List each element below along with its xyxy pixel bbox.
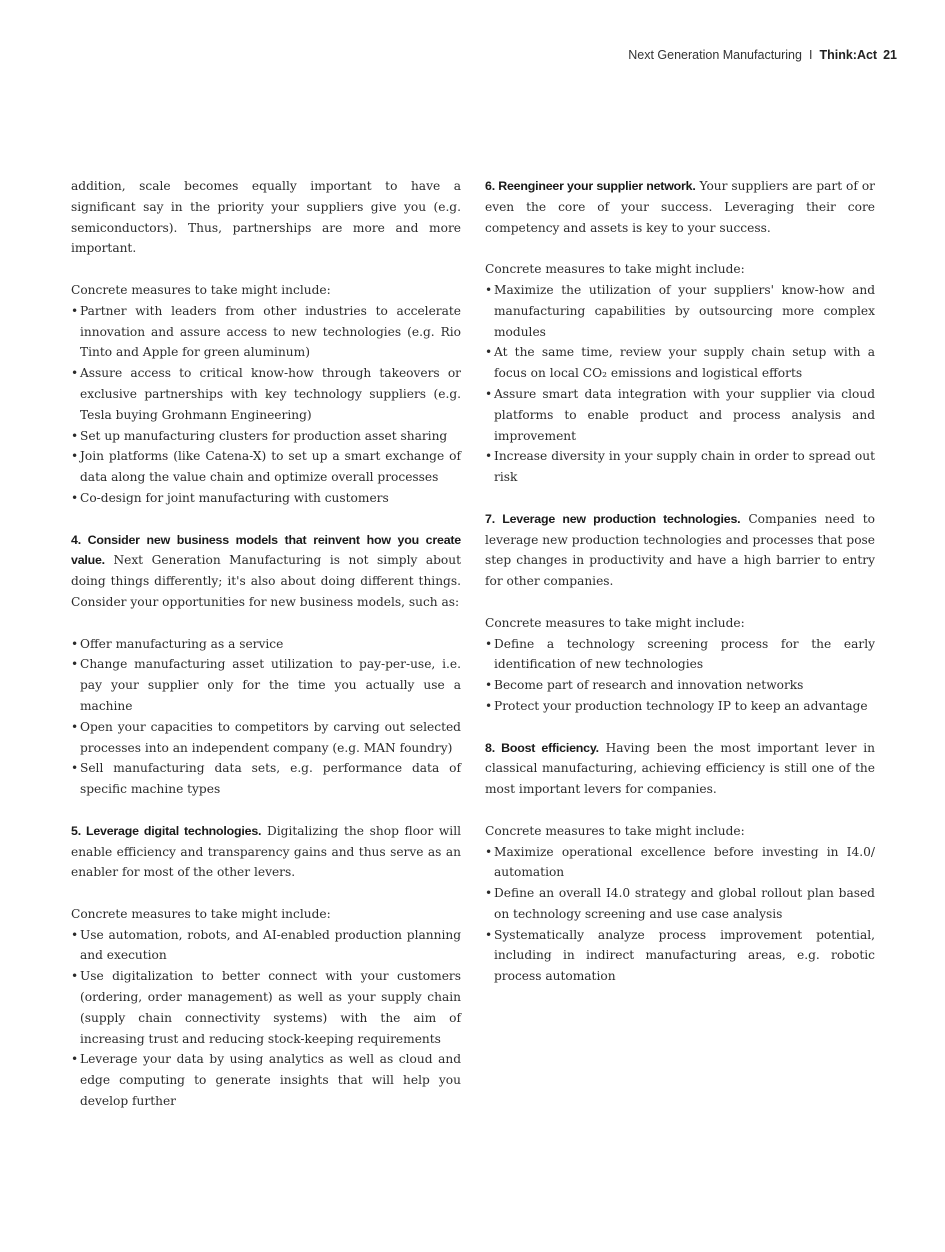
brand-name: Think:Act: [819, 48, 878, 62]
section-5: [71, 821, 461, 1112]
intro-paragraph: addition, scale becomes equally important to have a significant say in the priority your suppliers give you (e.g. semiconductors). Thus, partnerships are more and more important.: [71, 179, 461, 256]
section-7: [485, 509, 875, 717]
measures-list: [71, 925, 461, 1112]
business-models-list: [71, 634, 461, 800]
intro-section: [71, 176, 461, 259]
list-item: • Maximize operational excellence before investing in I4.0/ automation: [485, 842, 875, 884]
measures-label: Concrete measures to take might include:: [71, 282, 331, 297]
section-6-body: Your suppliers are part of or even the core of your success. Leveraging their core competency and assets is key to your success.: [485, 179, 875, 235]
list-item: • Increase diversity in your supply chain in order to spread out risk: [485, 446, 875, 488]
list-item: • Define a technology screening process for the early identification of new technologies: [485, 634, 875, 676]
header-separator: I: [808, 48, 813, 62]
section-4-body: Next Generation Manufacturing is not simply about doing things differently; it's also about doing different things. Consider your opportunities for new business models, such as:: [71, 553, 462, 609]
list-item: • Sell manufacturing data sets, e.g. performance data of specific machine types: [71, 758, 461, 800]
list-item: • Use automation, robots, and AI-enabled production planning and execution: [71, 925, 461, 967]
list-item: • Systematically analyze process improvement potential, including in indirect manufacturing areas, e.g. robotic process automation: [485, 925, 875, 987]
section-5-heading: 5. Leverage digital technologies.: [71, 823, 262, 838]
list-item: • Change manufacturing asset utilization to pay-per-use, i.e. pay your supplier only for the time you actually use a machine: [71, 654, 461, 716]
measures-list: [485, 634, 875, 717]
list-item: • Set up manufacturing clusters for production asset sharing: [71, 426, 461, 447]
list-item: • Partner with leaders from other industries to accelerate innovation and assure access to new technologies (e.g. Rio Tinto and Apple for green aluminum): [71, 301, 461, 363]
section-7-body: Companies need to leverage new production technologies and processes that pose step changes in productivity and have a high barrier to entry for other companies.: [485, 511, 876, 589]
section-4: [71, 530, 461, 800]
section-7-heading: 7. Leverage new production technologies.: [485, 511, 741, 526]
section-4-heading: 4. Consider new business models that reinvent how you create value.: [71, 532, 461, 568]
section-5-body: Digitalizing the shop floor will enable efficiency and transparency gains and thus serve as an enabler for most of the other levers.: [71, 823, 462, 880]
page-header: [628, 48, 897, 62]
measures-label: Concrete measures to take might include:: [485, 615, 745, 630]
left-column: [71, 176, 461, 1133]
list-item: • Maximize the utilization of your suppliers' know-how and manufacturing capabilities by outsourcing more complex modules: [485, 280, 875, 342]
page-number: 21: [883, 48, 897, 62]
list-item: • Protect your production technology IP to keep an advantage: [485, 696, 875, 717]
section-7-paragraph: [485, 509, 875, 592]
section-6: [485, 176, 875, 488]
list-item: • Co-design for joint manufacturing with customers: [71, 488, 461, 509]
measures-list: [485, 842, 875, 988]
list-item: • Join platforms (like Catena-X) to set up a smart exchange of data along the value chain and optimize overall processes: [71, 446, 461, 488]
list-item: • Open your capacities to competitors by carving out selected processes into an independent company (e.g. MAN foundry): [71, 717, 461, 759]
measures-list: [485, 280, 875, 488]
measures-label: Concrete measures to take might include:: [485, 262, 745, 277]
section-6-paragraph: [485, 176, 875, 238]
list-item: • Define an overall I4.0 strategy and global rollout plan based on technology screening and use case analysis: [485, 883, 875, 925]
section-8-paragraph: [485, 738, 875, 800]
list-item: • Use digitalization to better connect with your customers (ordering, order management) as well as your supply chain (supply chain connectivity systems) with the aim of increasing trust and reducing stock-keeping requirements: [71, 966, 461, 1049]
section-8: [485, 738, 875, 988]
list-item: • Offer manufacturing as a service: [71, 634, 461, 655]
partnership-measures: [71, 280, 461, 509]
measures-label: Concrete measures to take might include:: [485, 823, 745, 838]
right-column: [485, 176, 875, 1008]
section-8-heading: 8. Boost efficiency.: [485, 740, 599, 755]
section-4-paragraph: [71, 530, 461, 613]
list-item: • Assure access to critical know-how through takeovers or exclusive partnerships with key technology suppliers (e.g. Tesla buying Grohmann Engineering): [71, 363, 461, 425]
list-item: • At the same time, review your supply chain setup with a focus on local CO₂ emissions and logistical efforts: [485, 342, 875, 384]
measures-list: [71, 301, 461, 509]
section-6-heading: 6. Reengineer your supplier network.: [485, 179, 696, 193]
publication-title: Next Generation Manufacturing: [628, 48, 802, 62]
list-item: • Leverage your data by using analytics as well as cloud and edge computing to generate insights that will help you develop further: [71, 1049, 461, 1111]
section-8-body: Having been the most important lever in classical manufacturing, achieving efficiency is still one of the most important levers for companies.: [485, 740, 875, 797]
list-item: • Assure smart data integration with your supplier via cloud platforms to enable product and process analysis and improvement: [485, 384, 875, 446]
list-item: • Become part of research and innovation networks: [485, 675, 875, 696]
measures-label: Concrete measures to take might include:: [71, 906, 331, 921]
section-5-paragraph: [71, 821, 461, 883]
